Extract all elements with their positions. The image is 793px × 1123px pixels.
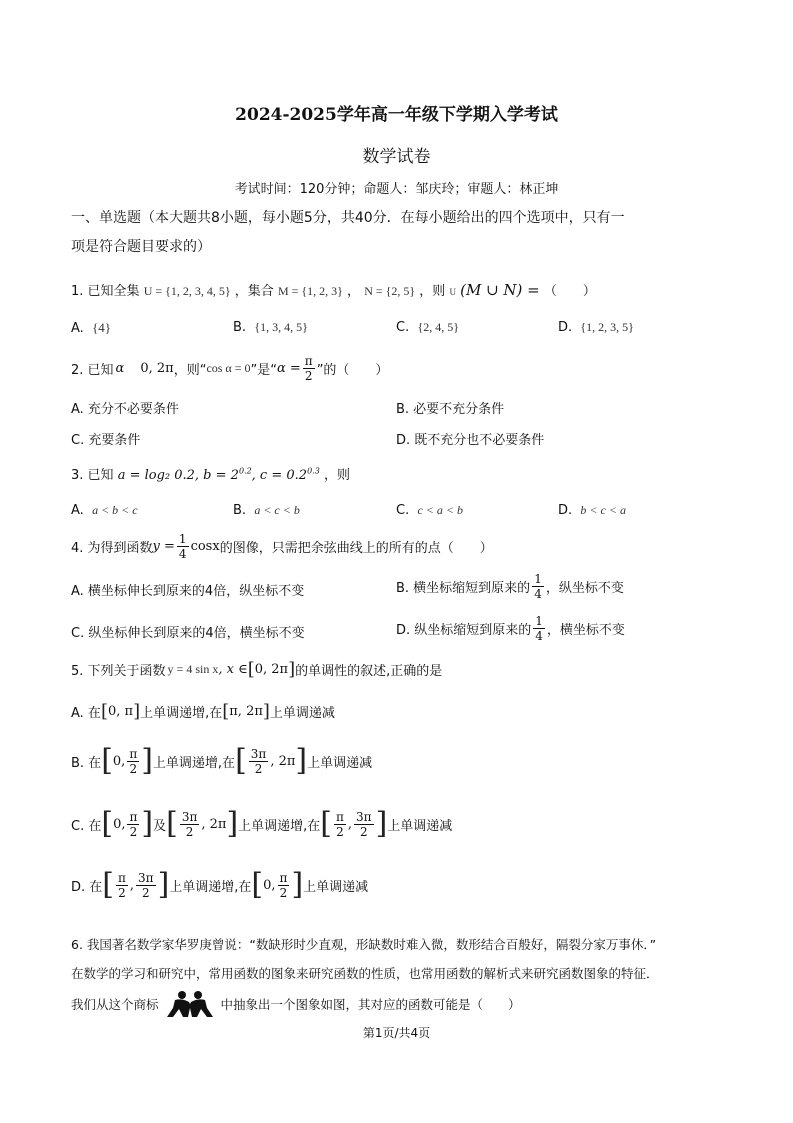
q4-option-c: C. 纵坐标伸长到原来的4倍，横坐标不变 xyxy=(71,626,305,641)
q4-option-b: B. 横坐标缩短到原来的 $\frac{1}{4}$ ，纵坐标不变 xyxy=(396,572,624,601)
set-n: N = {2, 5} xyxy=(364,284,416,298)
set-u: U = {1, 2, 3, 4, 5} xyxy=(143,284,231,298)
q2-option-b: B. 必要不充分条件 xyxy=(396,402,505,417)
q2-option-c: C. 充要条件 xyxy=(71,433,141,448)
page-footer: 第1页/共4页 xyxy=(362,1026,431,1040)
q3-option-c: C. c < a < b xyxy=(396,503,464,518)
kappa-logo-icon xyxy=(161,990,219,1018)
question-5: 5. 下列关于函数 y = 4 sin x , x ∈ [ 0, 2π ] 的单调性的叙述,正确的是 xyxy=(71,658,443,680)
question-1: 1. 已知全集 U = {1, 2, 3, 4, 5} ，集合 M = {1, 2, 3} ， N = {2, 5} ，则 U (M ∪ N) = （ ） xyxy=(71,281,596,299)
q2-option-d: D. 既不充分也不必要条件 xyxy=(396,433,545,448)
q1-option-b: B. {1, 3, 4, 5} xyxy=(233,320,308,335)
q2-option-a: A. 充分不必要条件 xyxy=(71,402,179,417)
q3-option-d: D. b < c < a xyxy=(558,503,626,518)
question-6-line3: 我们从这个商标 中抽象出一个图象如图，其对应的函数可能是（ ） xyxy=(71,990,521,1018)
section-heading-line2: 项是符合题目要求的） xyxy=(71,239,211,255)
q5-option-b: B. 在 [ 0, $\frac{\pi}{2}$ ] 上单调递增,在 [ $\frac{3\pi}{2}$ , 2π ] 上单调递减 xyxy=(71,743,373,778)
q5-option-c: C. 在 [ 0, $\frac{\pi}{2}$ ] 及 [ $\frac{3\pi}{2}$ , 2π ] 上单调递增,在 [ $\frac{\pi}{2}$ , $\frac{3\pi}{2}$ ] 上单调递减 xyxy=(71,806,453,841)
question-4: 4. 为得到函数 y = $\frac{1}{4}$ cosx 的图像，只需把余弦曲线上的所有的点（ ） xyxy=(71,532,493,561)
question-6-line2: 在数学的学习和研究中，常用函数的图象来研究函数的性质，也常用函数的解析式来研究函数图象的特征． xyxy=(71,966,659,981)
q3-option-b: B. a < c < b xyxy=(233,503,300,518)
section-heading-line1: 一、单选题（本大题共8小题，每小题5分，共40分．在每小题给出的四个选项中，只有一 xyxy=(71,210,625,226)
fraction-pi-over-2: $\frac{\pi}{2}$ xyxy=(304,354,313,383)
complement-subscript: U xyxy=(449,287,456,297)
q5-option-d: D. 在 [ $\frac{\pi}{2}$ , $\frac{3\pi}{2}$ ] 上单调递增,在 [ 0, $\frac{\pi}{2}$ ] 上单调递减 xyxy=(71,867,369,902)
q5-option-a: A. 在 [ 0, π ] 上单调递增,在 [ π, 2π ] 上单调递减 xyxy=(71,700,335,722)
complement-expression: (M ∪ N) = xyxy=(460,281,540,299)
q3-option-a: A. a < b < c xyxy=(71,503,138,518)
question-3: 3. 已知 a = log₂ 0.2, $b = 2^{0.2}$, $c = 0.2^{0.3}$ ，则 xyxy=(71,466,350,483)
set-m: M = {1, 2, 3} xyxy=(277,284,343,298)
question-6-line1: 6. 我国著名数学家华罗庚曾说：“数缺形时少直观，形缺数时难入微，数形结合百般好，隔裂分家万事休．” xyxy=(71,937,657,952)
q1-option-d: D. {1, 2, 3, 5} xyxy=(558,320,634,335)
q1-option-c: C. {2, 4, 5} xyxy=(396,320,460,335)
fraction-one-quarter: $\frac{1}{4}$ xyxy=(178,532,187,561)
exam-title: 2024-2025学年高一年级下学期入学考试 xyxy=(235,105,558,125)
exam-subtitle: 数学试卷 xyxy=(362,147,431,167)
q4-option-a: A. 横坐标伸长到原来的4倍，纵坐标不变 xyxy=(71,584,305,599)
exam-info: 考试时间：120分钟；命题人：邹庆玲；审题人：林正坤 xyxy=(234,182,559,197)
q1-option-a: A. {4} xyxy=(71,320,112,336)
q4-option-d: D. 纵坐标缩短到原来的 $\frac{1}{4}$ ，横坐标不变 xyxy=(396,614,625,643)
question-2: 2. 已知 α 0, 2π ，则“ cos α = 0 ”是“ α = $\frac{\pi}{2}$ ”的（ ） xyxy=(71,354,389,383)
